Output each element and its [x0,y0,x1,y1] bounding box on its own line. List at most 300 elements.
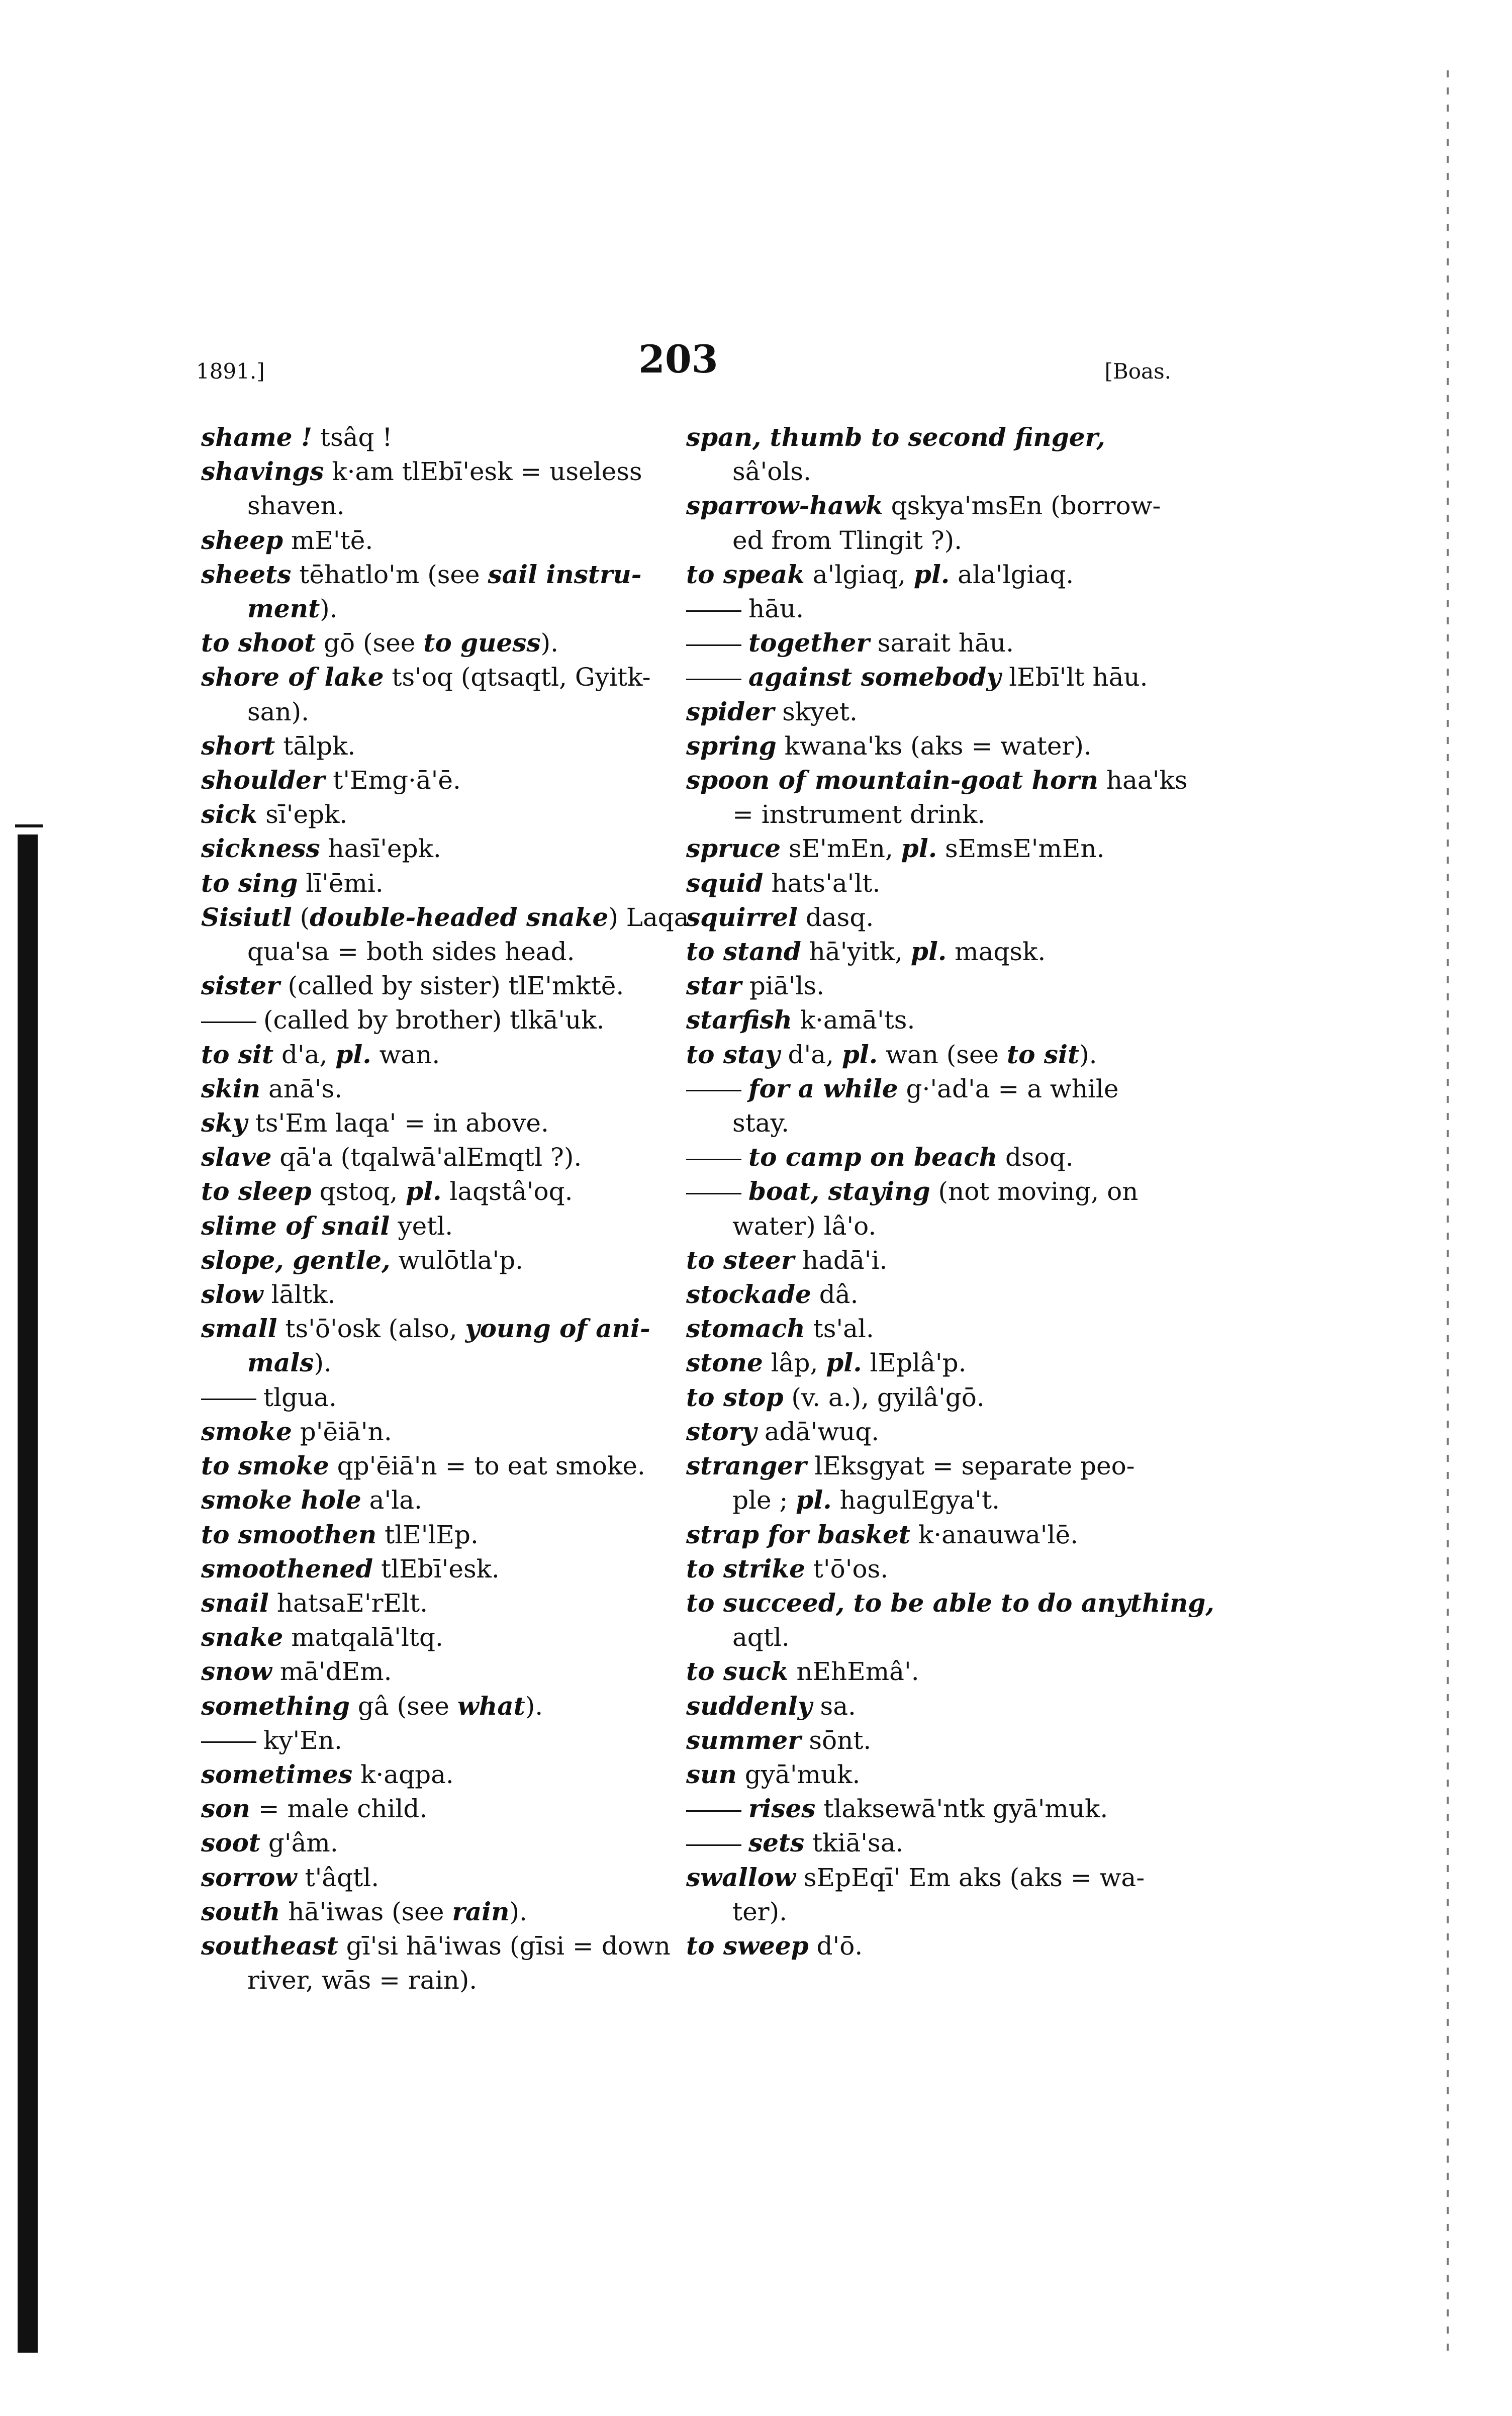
headword: pl. [406,1176,442,1206]
entry-line [686,1792,1189,1826]
ditto-dash [686,644,741,646]
entry-line [201,660,704,694]
headword: sky [201,1108,247,1138]
ditto-dash [686,1090,741,1091]
entry-line [686,1861,1189,1895]
definition: dâ. [811,1280,859,1310]
definition: tkiā'sa. [804,1828,904,1858]
headword: smoke [201,1416,292,1446]
headword: to speak [686,559,805,589]
headword: slime of snail [201,1211,390,1241]
definition: lEplâ'p. [862,1348,967,1378]
definition: stay. [732,1108,790,1138]
definition: ). [314,1348,332,1378]
definition: tālpk. [275,731,356,761]
definition: d'ō. [808,1931,863,1961]
entry-line [686,1620,1189,1654]
headword: summer [686,1725,801,1755]
definition: k·anauwa'lē. [910,1520,1078,1549]
headword: pl. [335,1039,371,1069]
entry-line [201,1861,704,1895]
definition: ). [1079,1040,1097,1069]
entry-line [201,763,704,797]
definition: g·'ad'a = a while [898,1074,1119,1103]
definition: qua'sa = both sides head. [247,937,575,967]
headword: slave [201,1142,272,1172]
headword: to stand [686,937,801,967]
entry-line [201,454,704,489]
entry-line [201,1757,704,1792]
headword: boat, staying [748,1176,930,1206]
headword: soot [201,1828,260,1858]
entry-line [201,489,704,523]
definition: haa'ks [1098,766,1188,795]
definition: qskya'msEn (borrow- [883,491,1161,521]
header-author: [Boas. [1104,359,1171,384]
entry-line [201,1174,704,1209]
headword: ment [247,594,320,624]
entry-line [201,1654,704,1689]
headword: snail [201,1588,269,1618]
definition: san). [247,697,310,726]
definition: ala'lgiaq. [950,560,1074,589]
headword: small [201,1314,277,1344]
entry-line [686,866,1189,900]
headword: sparrow-hawk [686,491,883,521]
entry-line [201,1209,704,1243]
definition: hadā'i. [794,1245,888,1275]
definition: sa. [812,1691,856,1721]
entry-line [201,695,704,729]
headword: to succeed, to be able to do anything, [686,1588,1214,1618]
entry-line [201,1929,704,1963]
entry-line [201,420,704,454]
definition: maqsk. [947,937,1046,967]
headword: swallow [686,1862,796,1892]
left-column [201,420,704,1997]
entry-line [201,1518,704,1552]
entry-line [686,420,1189,454]
headword: pl. [913,559,950,589]
headword: spoon of mountain-goat horn [686,765,1098,795]
definition: ) Laqa- [608,902,698,932]
headword: pl. [826,1348,862,1378]
entry-line [686,1518,1189,1552]
definition: tlgua. [263,1382,337,1412]
headword: for a while [748,1073,898,1103]
definition: ed from Tlingit ?). [732,525,963,555]
headword: to sleep [201,1176,312,1206]
definition: = male child. [250,1794,428,1824]
headword: mals [247,1348,314,1378]
entry-line [686,797,1189,831]
definition: p'ēiā'n. [292,1417,392,1446]
definition: dasq. [797,902,874,932]
definition: ter). [732,1897,787,1926]
headword: sorrow [201,1862,297,1892]
entry-line [686,1895,1189,1929]
entry-line [686,1483,1189,1517]
entry-line [201,1723,704,1757]
definition: hasī'epk. [320,834,441,864]
definition: sEpEqī' Em aks (aks = wa- [795,1863,1145,1892]
headword: to sit [201,1039,274,1069]
definition: sī'epk. [257,800,348,829]
definition: tēhatlo'm (see [291,560,488,589]
definition: dsoq. [997,1143,1074,1172]
entry-line [686,1174,1189,1209]
entry-line [201,935,704,969]
definition: skyet. [774,697,858,726]
headword: sometimes [201,1759,353,1789]
definition: a'la. [361,1485,422,1515]
entry-line [686,1415,1189,1449]
headword: to sit [1007,1039,1080,1069]
headword: sun [686,1759,737,1789]
entry-line [201,866,704,900]
headword: to shoot [201,628,316,658]
definition: lEbī'lt hāu. [1001,663,1148,692]
definition: hā'iwas (see [280,1897,452,1926]
definition: sE'mEn, [781,834,901,864]
entry-line [686,1140,1189,1174]
definition: qstoq, [311,1177,406,1206]
definition: = instrument drink. [732,800,986,829]
ditto-dash [686,1844,741,1846]
entry-line [686,1826,1189,1860]
headword: pl. [841,1039,878,1069]
headword: son [201,1794,250,1824]
entry-line [201,557,704,592]
entry-line [201,1449,704,1483]
definition: piā'ls. [741,971,824,1001]
headword: sail instru- [488,559,642,589]
entry-line [686,489,1189,523]
entry-line [686,695,1189,729]
definition: ). [320,594,338,624]
definition: matqalā'ltq. [283,1623,443,1652]
ditto-dash [201,1021,256,1023]
headword: to guess [423,628,541,658]
entry-line [201,1415,704,1449]
headword: squirrel [686,902,798,932]
entry-line [201,626,704,660]
ditto-dash [686,1810,741,1812]
headword: sickness [201,833,320,864]
headword: rises [748,1794,816,1824]
headword: skin [201,1073,261,1103]
headword: together [748,628,870,658]
entry-line [201,1380,704,1415]
definition: a'lgiaq, [804,560,914,589]
entry-line [201,1277,704,1312]
definition: hāu. [748,594,804,624]
entry-line [686,1380,1189,1415]
definition: ). [540,628,558,658]
header-year: 1891.] [196,359,265,384]
headword: smoothened [201,1553,373,1584]
ditto-dash [686,610,741,612]
headword: strap for basket [686,1519,911,1549]
headword: pl. [901,833,937,864]
headword: sick [201,799,258,829]
headword: what [457,1691,525,1721]
entry-line [686,592,1189,626]
definition: k·am tlEbī'esk = useless [324,457,642,487]
headword: to sing [201,868,298,898]
entry-line [201,969,704,1003]
definition: hā'yitk, [801,937,911,967]
entry-line [201,729,704,763]
entry-line [686,1757,1189,1792]
entry-line [686,557,1189,592]
headword: young of ani- [465,1314,650,1344]
definition: yetl. [390,1211,453,1241]
entry-line [201,523,704,557]
definition: sEmsE'mEn. [937,834,1105,864]
headword: to smoothen [201,1519,377,1549]
definition: ts'Em laqa' = in above. [247,1108,549,1138]
definition: g'âm. [260,1828,338,1858]
definition: ple ; [732,1485,796,1515]
definition: d'a, [780,1040,842,1069]
definition: adā'wuq. [757,1417,880,1446]
definition: gī'si hā'iwas (gīsi = down [338,1931,671,1961]
headword: stone [686,1348,763,1378]
binding-edge-mark [15,824,43,827]
entry-line [686,1003,1189,1037]
definition: lâp, [763,1348,826,1378]
headword: to sweep [686,1930,809,1961]
ditto-dash [201,1741,256,1743]
entry-line [201,1895,704,1929]
headword: spring [686,730,777,761]
definition: ky'En. [263,1725,342,1755]
entry-line [201,1689,704,1723]
definition: gō (see [316,628,424,658]
headword: Sisiutl [201,902,292,932]
entry-line [201,1483,704,1517]
entry-line [686,935,1189,969]
headword: slope, gentle, [201,1245,391,1275]
definition: nEhEmâ'. [788,1657,919,1687]
definition: hats'a'lt. [763,868,881,898]
definition: wan (see [878,1040,1007,1069]
definition: (not moving, on [930,1177,1139,1206]
definition: tlaksewā'ntk gyā'muk. [815,1794,1108,1824]
binding-edge-shadow [18,834,38,2353]
headword: south [201,1896,280,1926]
definition: ( [292,902,310,932]
headword: stomach [686,1314,805,1344]
entry-line [686,1723,1189,1757]
headword: to suck [686,1656,789,1687]
running-header [196,337,1171,392]
headword: snow [201,1656,272,1687]
definition: d'a, [273,1040,336,1069]
definition: sarait hāu. [869,628,1014,658]
entry-line [201,1312,704,1346]
entry-line [201,1038,704,1072]
entry-line [201,1003,704,1037]
ditto-dash [686,1159,741,1160]
definition: ). [525,1691,543,1721]
definition: (v. a.), gyilâ'gō. [783,1382,985,1412]
headword: squid [686,868,764,898]
definition: sōnt. [801,1725,872,1755]
entry-line [686,523,1189,557]
headword: to smoke [201,1451,329,1481]
entry-line [686,1243,1189,1277]
entry-line [201,1826,704,1860]
entry-line [201,1106,704,1140]
definition: tsâq ! [312,423,393,452]
entry-line [201,1140,704,1174]
headword: snake [201,1622,284,1652]
headword: to strike [686,1553,805,1584]
headword: to steer [686,1245,795,1275]
entry-line [686,1072,1189,1106]
entry-line [686,1346,1189,1380]
definition: river, wās = rain). [247,1966,478,1995]
headword: double-headed snake [310,902,609,932]
headword: smoke hole [201,1485,361,1515]
entry-line [201,1620,704,1654]
entry-line [686,1209,1189,1243]
definition: anā's. [260,1074,343,1103]
entry-line [686,831,1189,866]
entry-line [686,626,1189,660]
definition: lī'ēmi. [298,868,384,898]
entry-line [201,1072,704,1106]
entry-line [686,1038,1189,1072]
definition: gâ (see [349,1691,457,1721]
page-number: 203 [638,337,718,382]
headword: story [686,1416,757,1446]
headword: suddenly [686,1691,812,1721]
definition: qā'a (tqalwā'alEmqtl ?). [271,1143,582,1172]
entry-line [686,1106,1189,1140]
headword: sets [748,1828,805,1858]
entry-line [201,1552,704,1586]
entry-line [686,1449,1189,1483]
headword: star [686,971,741,1001]
headword: shore of lake [201,662,384,692]
headword: slow [201,1279,263,1310]
definition: k·amā'ts. [792,1005,915,1035]
definition: kwana'ks (aks = water). [776,731,1092,761]
definition: mE'tē. [283,525,373,555]
headword: something [201,1691,350,1721]
entry-line [201,1963,704,1997]
entry-line [686,1277,1189,1312]
entry-line [686,729,1189,763]
headword: to camp on beach [748,1142,998,1172]
headword: starfish [686,1005,792,1035]
entry-line [201,1243,704,1277]
headword: sister [201,971,280,1001]
definition: hagulEgya't. [831,1485,1000,1515]
definition: ts'oq (qtsaqtl, Gyitk- [384,663,651,692]
ditto-dash [201,1399,256,1400]
headword: shame ! [201,422,312,452]
entry-line [201,831,704,866]
page-edge-specks [1447,70,1449,2358]
entry-line [201,797,704,831]
definition: tlEbī'esk. [373,1554,500,1584]
definition: sâ'ols. [732,457,811,487]
headword: stockade [686,1279,811,1310]
definition: shaven. [247,491,345,521]
entry-line [686,1586,1214,1620]
headword: spider [686,696,775,726]
definition: ts'ō'osk (also, [277,1314,465,1344]
definition: tlE'lEp. [376,1520,479,1549]
headword: pl. [796,1485,832,1515]
headword: span, thumb to second finger, [686,422,1105,452]
entry-line [686,660,1189,694]
headword: shoulder [201,765,325,795]
definition: wan. [371,1040,440,1069]
definition: wulōtla'p. [390,1245,524,1275]
entry-line [686,969,1189,1003]
ditto-dash [686,1193,741,1194]
entry-line [201,1346,704,1380]
entry-line [201,900,704,935]
entry-line [686,1312,1189,1346]
definition: ). [509,1897,527,1926]
definition: lEksgyat = separate peo- [806,1451,1135,1481]
entry-line [201,592,704,626]
definition: qp'ēiā'n = to eat smoke. [329,1451,645,1481]
headword: pl. [910,937,947,967]
entry-line [686,454,1189,489]
definition: ts'al. [805,1314,874,1344]
definition: hatsaE'rElt. [268,1588,428,1618]
headword: to stop [686,1382,784,1412]
headword: short [201,730,275,761]
entry-line [686,1689,1189,1723]
definition: t'âqtl. [297,1863,380,1892]
ditto-dash [686,679,741,680]
headword: shavings [201,456,324,487]
definition: water) lâ'o. [732,1211,877,1241]
entry-line [686,1929,1189,1963]
definition: k·aqpa. [352,1759,454,1789]
definition: gyā'muk. [736,1759,861,1789]
entry-line [686,900,1189,935]
definition: mā'dEm. [271,1657,392,1687]
headword: stranger [686,1451,807,1481]
definition: aqtl. [732,1623,790,1652]
entry-line [686,1552,1189,1586]
headword: sheep [201,525,284,555]
headword: against somebody [748,662,1001,692]
headword: southeast [201,1930,338,1961]
headword: rain [452,1896,510,1926]
definition: t'ō'os. [805,1554,889,1584]
headword: sheets [201,559,292,589]
definition: t'Emg·ā'ē. [325,766,461,795]
definition: laqstâ'oq. [441,1177,573,1206]
definition: (called by sister) tlE'mktē. [279,971,624,1001]
entry-line [686,1654,1189,1689]
headword: to stay [686,1039,780,1069]
entry-line [201,1792,704,1826]
entry-line [201,1586,704,1620]
definition: lāltk. [263,1280,336,1310]
entry-line [686,763,1189,797]
